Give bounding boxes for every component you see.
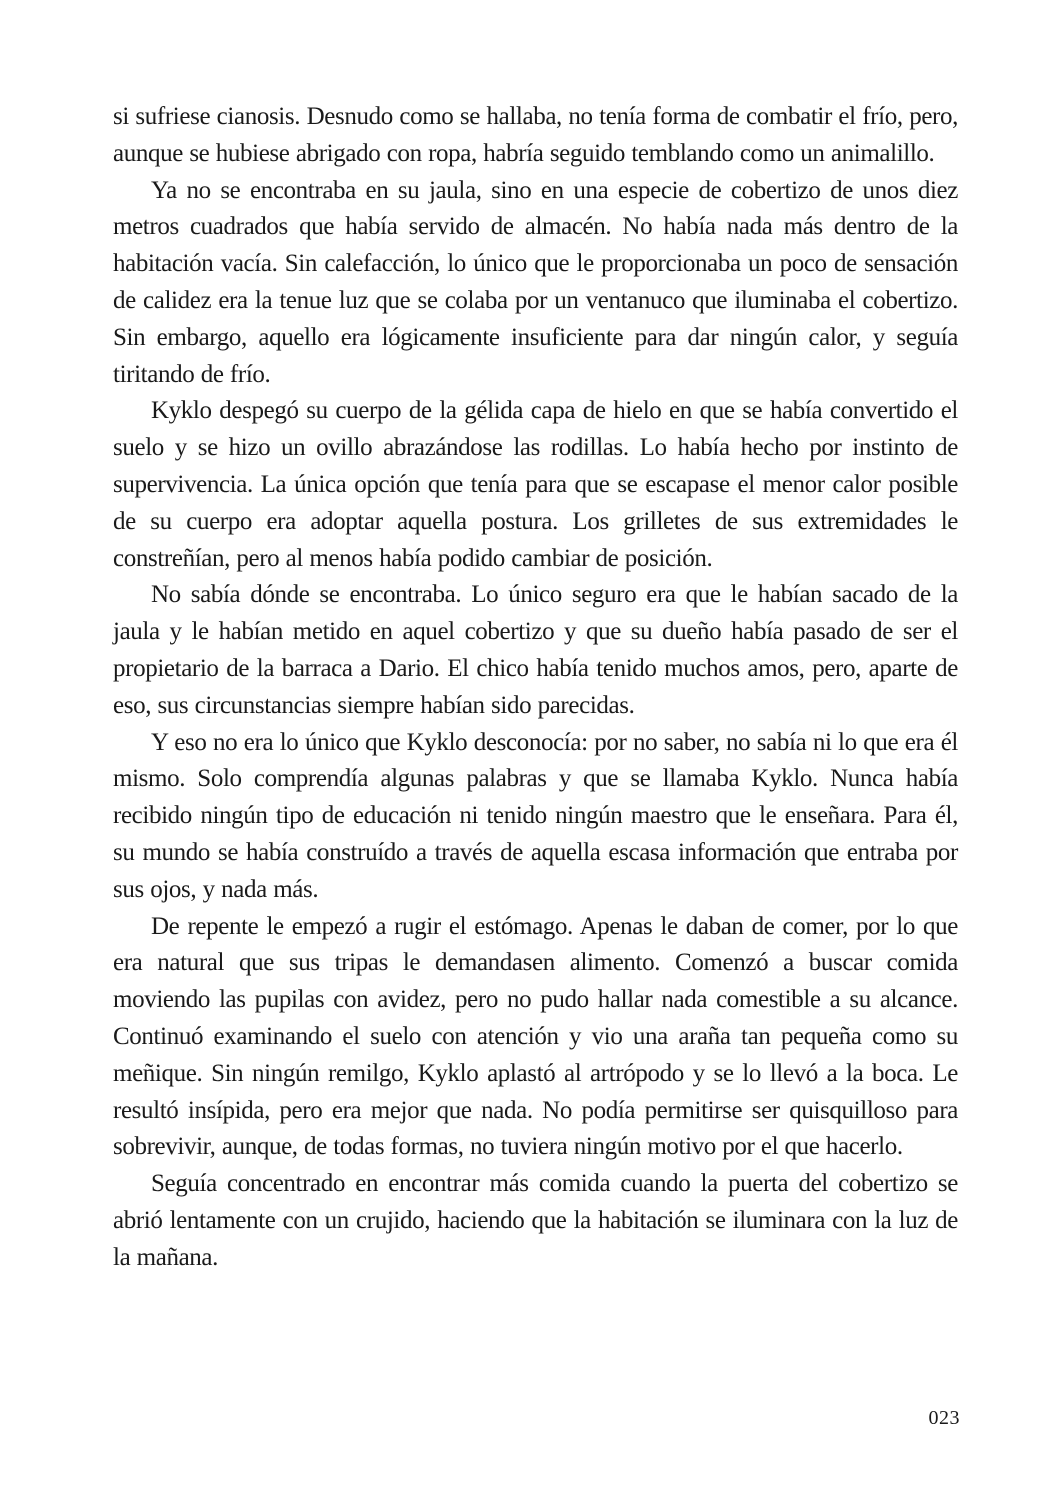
paragraph: No sabía dónde se encontraba. Lo único seguro era que le habían sacado de la jaula y le habían metido en aquel cobertizo y que su dueño había pasado de ser el propietario de la barraca a Dario. El chico había tenido muchos amos, pero, aparte de eso, sus circunstancias siempre habían sido parecidas. xyxy=(113,581,958,719)
paragraph: Y eso no era lo único que Kyklo desconocía: por no saber, no sabía ni lo que era él mismo. Solo comprendía algunas palabras y que se llamaba Kyklo. Nunca había recibido ningún tipo de educación ni tenido ningún maestro que le enseñara. Para él, su mundo se había construído a través de aquella escasa información que entraba por sus ojos, y nada más. xyxy=(113,728,958,903)
page-number: 023 xyxy=(928,1407,960,1429)
paragraph: Seguía concentrado en encontrar más comida cuando la puerta del cobertizo se abrió lentamente con un crujido, haciendo que la habitación se iluminara con la luz de la mañana. xyxy=(113,1170,958,1271)
page-text-block xyxy=(113,99,958,1277)
paragraph-continued: si sufriese cianosis. Desnudo como se hallaba, no tenía forma de combatir el frío, pero, aunque se hubiese abrigado con ropa, habría seguido temblando como un animalillo. xyxy=(113,103,958,167)
paragraph: De repente le empezó a rugir el estómago. Apenas le daban de comer, por lo que era natural que sus tripas le demandasen alimento. Comenzó a buscar comida moviendo las pupilas con avidez, pero no pudo hallar nada comestible a su alcance. Continuó examinando el suelo con atención y vio una araña tan pequeña como su meñique. Sin ningún remilgo, Kyklo aplastó al artrópodo y se lo llevó a la boca. Le resultó insípida, pero era mejor que nada. No podía permitirse ser quisquilloso para sobrevivir, aunque, de todas formas, no tuviera ningún motivo por el que hacerlo. xyxy=(113,912,958,1161)
paragraph: Kyklo despegó su cuerpo de la gélida capa de hielo en que se había convertido el suelo y se hizo un ovillo abrazándose las rodillas. Lo había hecho por instinto de supervivencia. La única opción que tenía para que se escapase el menor calor posible de su cuerpo era adoptar aquella postura. Los grilletes de sus extremidades le constreñían, pero al menos había podido cambiar de posición. xyxy=(113,397,958,572)
paragraph: Ya no se encontraba en su jaula, sino en una especie de cobertizo de unos diez metros cuadrados que había servido de almacén. No había nada más dentro de la habitación vacía. Sin calefacción, lo único que le proporcionaba un poco de sensación de calidez era la tenue luz que se colaba por un ventanuco que iluminaba el cobertizo. Sin embargo, aquello era lógicamente insuficiente para dar ningún calor, y seguía tiritando de frío. xyxy=(113,176,958,388)
